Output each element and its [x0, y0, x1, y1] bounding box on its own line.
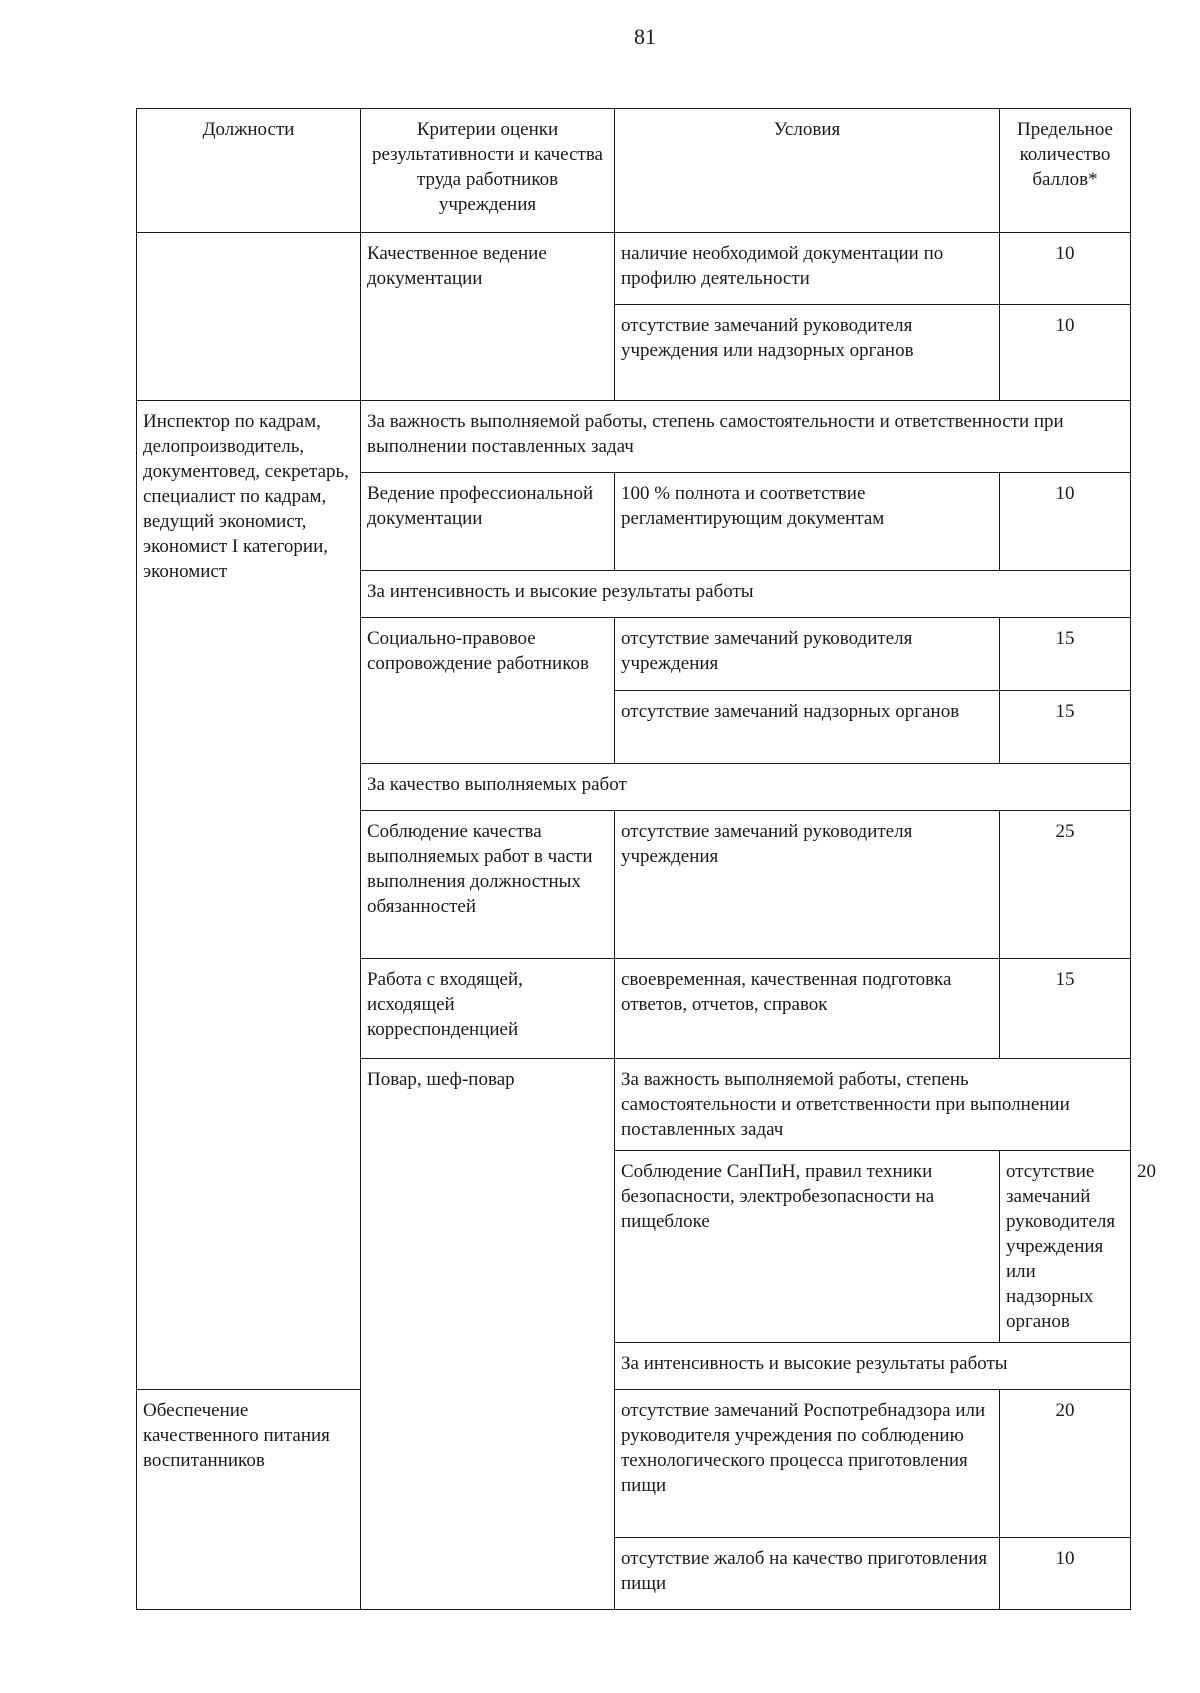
table-row: Соблюдение СанПиН, правил техники безопасности, электробезопасности на пищеблоке отсутствие замечаний руководителя учреждения или надзорных органов 20: [137, 1151, 1131, 1343]
condition-cell: 100 % полнота и соответствие регламентирующим документам: [615, 473, 1000, 571]
condition-cell: отсутствие замечаний Роспотребнадзора или руководителя учреждения по соблюдению технологического процесса приготовления пищи: [615, 1390, 1000, 1538]
table-row: [137, 233, 1131, 305]
section-row: [137, 401, 1131, 473]
position-cell-empty: [137, 233, 361, 401]
points-cell: 25: [1000, 811, 1131, 959]
points-cell: 15: [1000, 959, 1131, 1059]
criterion-cell: Соблюдение качества выполняемых работ в части выполнения должностных обязанностей: [361, 811, 615, 959]
points-cell: 10: [1000, 233, 1131, 305]
header-position: Должности: [137, 109, 361, 233]
condition-cell: отсутствие замечаний надзорных органов: [615, 691, 1000, 764]
position-cell: Повар, шеф-повар: [361, 1059, 615, 1610]
position-cell: Инспектор по кадрам, делопроизводитель, документовед, секретарь, специалист по кадрам, ведущий экономист, экономист I категории, экономист: [137, 401, 361, 1390]
criterion-cell: Ведение профессиональной документации: [361, 473, 615, 571]
condition-cell: отсутствие замечаний руководителя учреждения или надзорных органов: [1000, 1151, 1131, 1343]
table-header-row: [137, 109, 1131, 233]
criterion-cell: Обеспечение качественного питания воспитанников: [137, 1390, 361, 1610]
points-cell: 20: [1000, 1390, 1131, 1538]
section-heading: За интенсивность и высокие результаты работы: [615, 1343, 1131, 1390]
section-heading: За качество выполняемых работ: [361, 764, 1131, 811]
points-cell: 15: [1000, 691, 1131, 764]
criterion-cell: Соблюдение СанПиН, правил техники безопасности, электробезопасности на пищеблоке: [615, 1151, 1000, 1343]
condition-cell: отсутствие замечаний руководителя учреждения: [615, 811, 1000, 959]
criterion-cell: Работа с входящей, исходящей корреспонденцией: [361, 959, 615, 1059]
criterion-cell: Социально-правовое сопровождение работников: [361, 618, 615, 764]
condition-cell: отсутствие замечаний руководителя учреждения или надзорных органов: [615, 305, 1000, 401]
header-max-points: Предельное количество баллов*: [1000, 109, 1131, 233]
points-cell: 10: [1000, 473, 1131, 571]
header-conditions: Условия: [615, 109, 1000, 233]
condition-cell: своевременная, качественная подготовка ответов, отчетов, справок: [615, 959, 1000, 1059]
page-number: 81: [634, 24, 656, 49]
header-criteria: Критерии оценки результативности и качества труда работников учреждения: [361, 109, 615, 233]
criterion-cell: Качественное ведение документации: [361, 233, 615, 401]
condition-cell: наличие необходимой документации по профилю деятельности: [615, 233, 1000, 305]
condition-cell: отсутствие замечаний руководителя учреждения: [615, 618, 1000, 691]
evaluation-criteria-table: [136, 108, 1156, 1610]
points-cell: 10: [1000, 305, 1131, 401]
section-heading: За важность выполняемой работы, степень самостоятельности и ответственности при выполнении поставленных задач: [615, 1059, 1131, 1151]
points-cell: 10: [1000, 1538, 1131, 1610]
condition-cell: отсутствие жалоб на качество приготовления пищи: [615, 1538, 1000, 1610]
section-heading: За важность выполняемой работы, степень самостоятельности и ответственности при выполнении поставленных задач: [361, 401, 1131, 473]
table-row: [137, 1390, 1131, 1538]
points-cell: 15: [1000, 618, 1131, 691]
section-heading: За интенсивность и высокие результаты работы: [361, 571, 1131, 618]
